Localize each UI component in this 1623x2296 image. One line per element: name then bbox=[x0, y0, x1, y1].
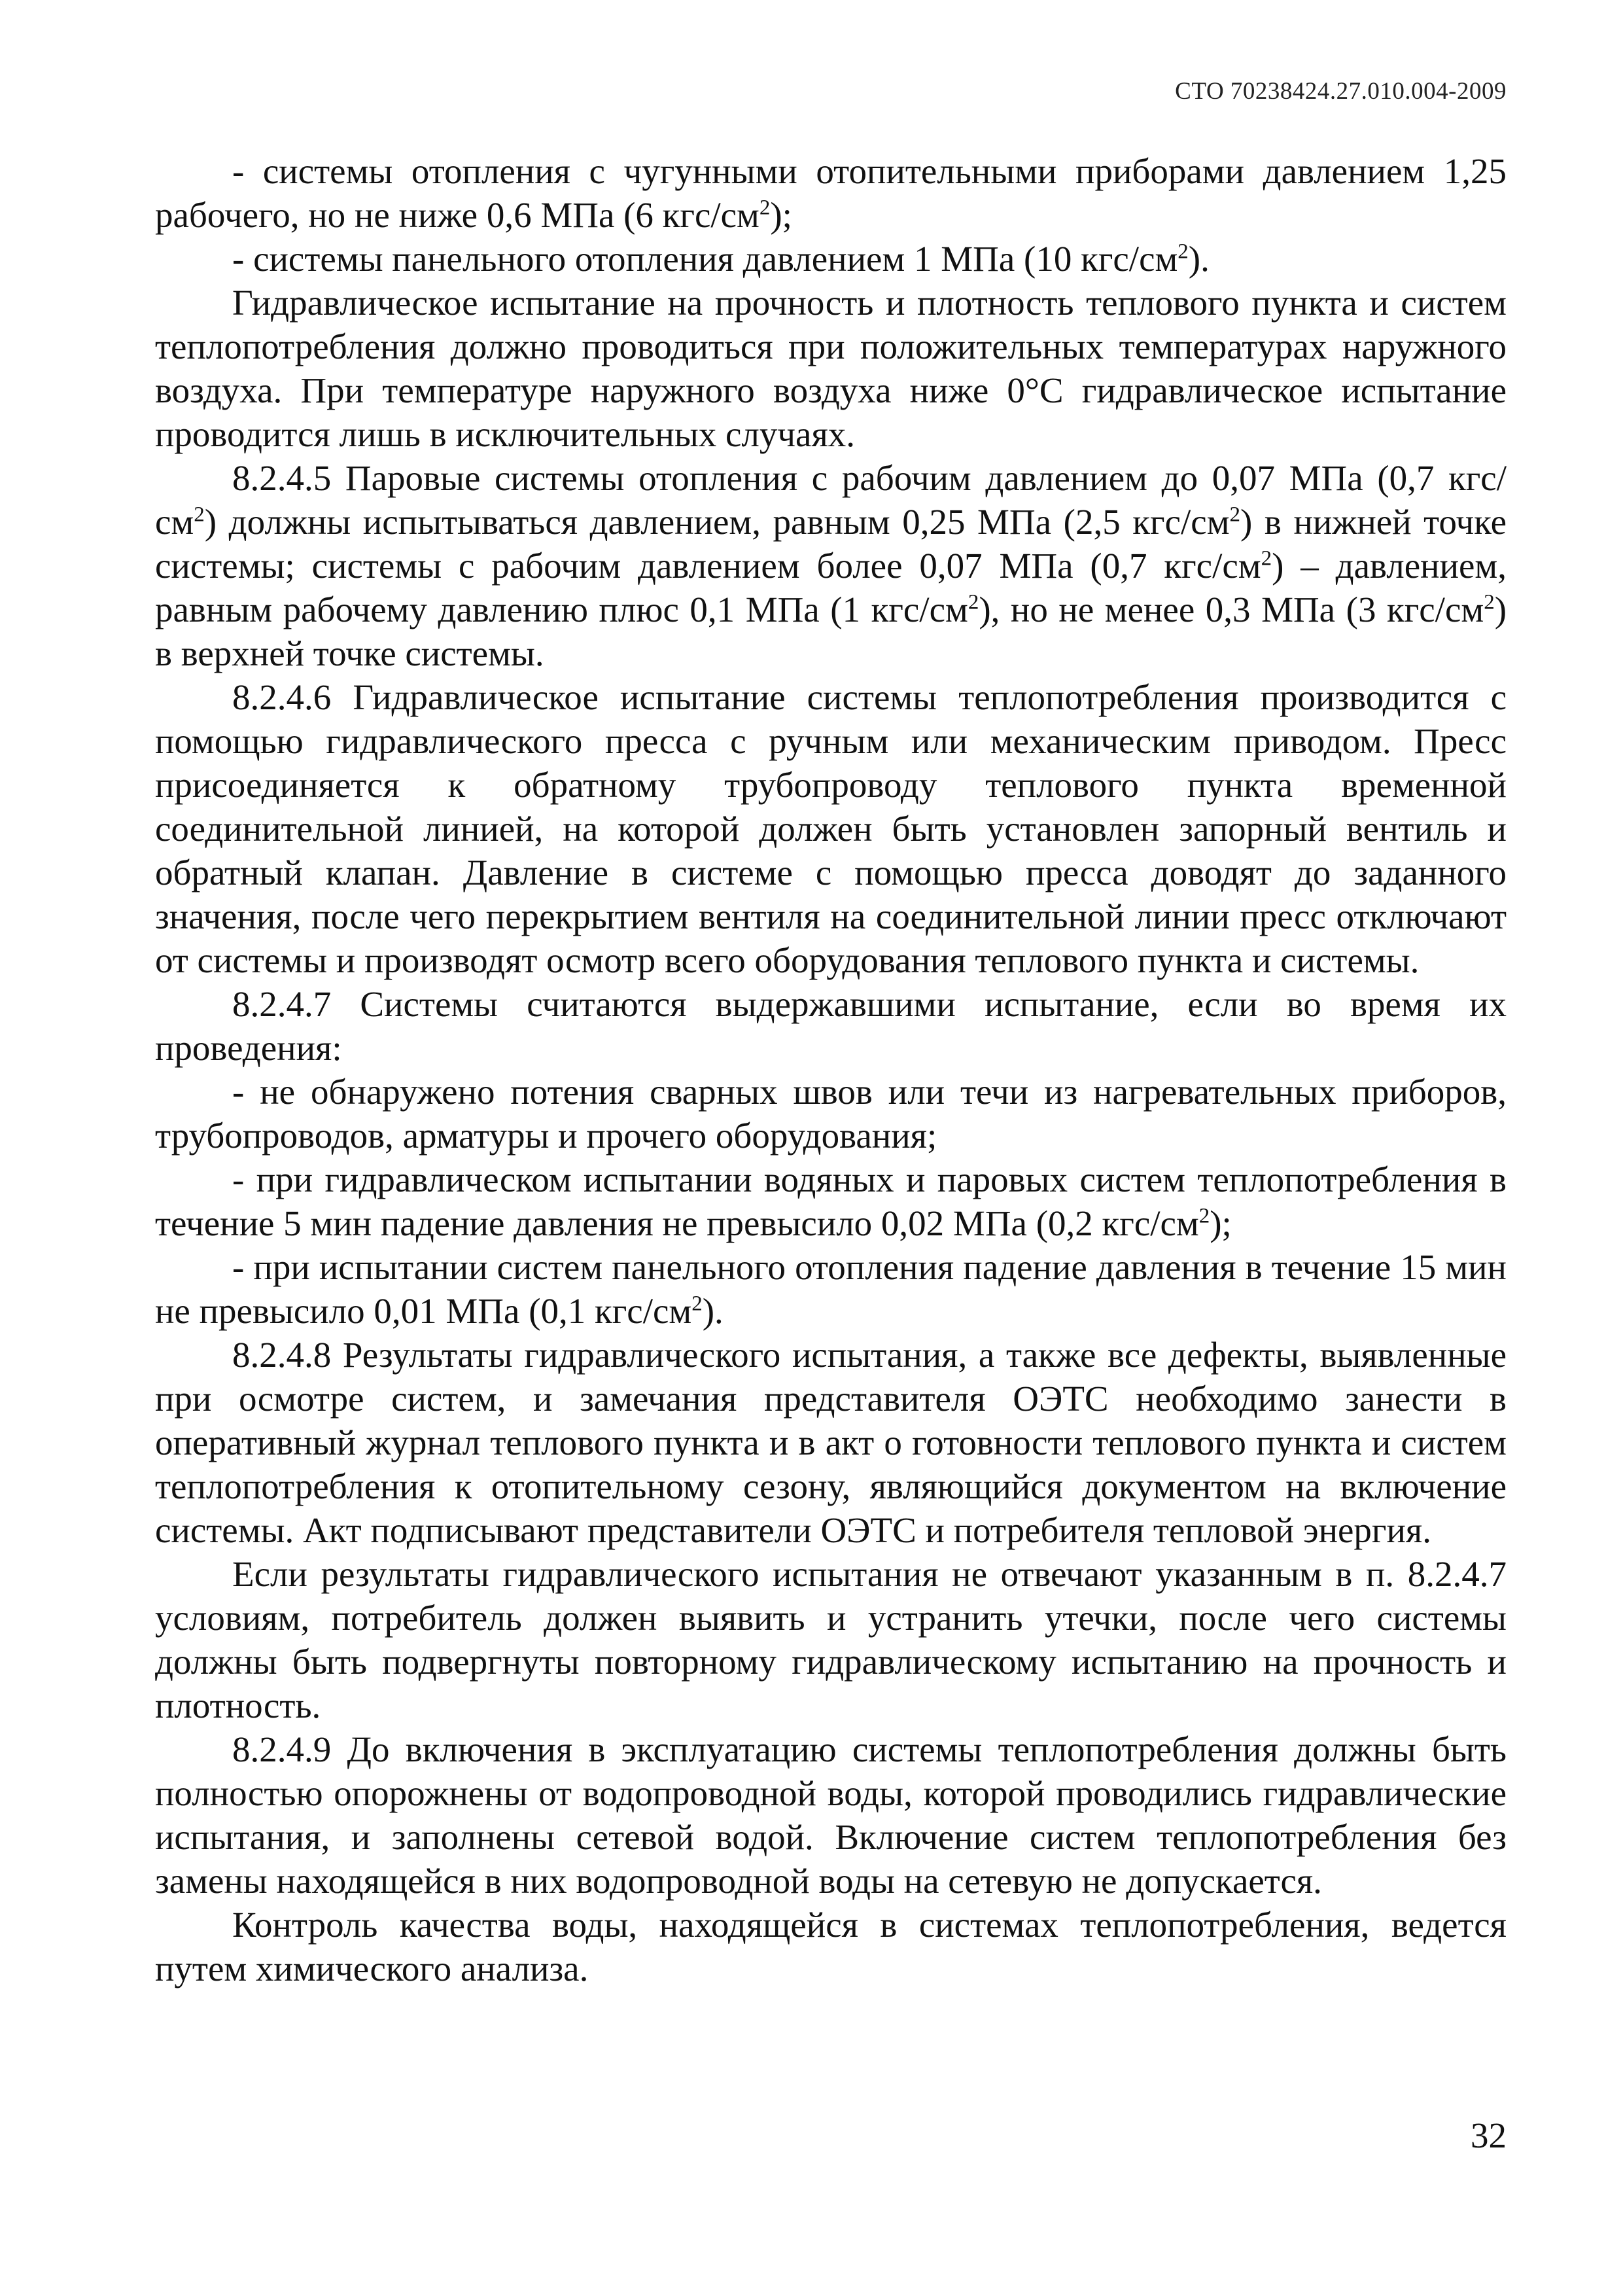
paragraph-8-2-4-5: 8.2.4.5 Паровые системы отопления с рабочим давлением до 0,07 МПа (0,7 кгс/$см^2$) должны испытываться давлением, равным 0,25 МПа (2,5 кгс/$см^2$) в нижней точке системы; системы с рабочим давлением более 0,07 МПа (0,7 кгс/$см^2$) – давлением, равным рабочему давлению плюс 0,1 МПа (1 кгс/$см^2$), но не менее 0,3 МПа (3 кгс/$см^2$) в верхней точке системы. bbox=[155, 458, 1507, 673]
paragraph-failed-test-actions: Если результаты гидравлического испытания не отвечают указанным в п. 8.2.4.7 условиям, потребитель должен выявить и устранить утечки, после чего системы должны быть подвергнуты повторному гидравлическому испытанию на прочность и плотность. bbox=[155, 1554, 1507, 1725]
paragraph-8-2-4-6: 8.2.4.6 Гидравлическое испытание системы теплопотребления производится с помощью гидравлического пресса с ручным или механическим приводом. Пресс присоединяется к обратному трубопроводу теплового пункта временной соединительной линией, на которой должен быть установлен запорный вентиль и обратный клапан. Давление в системе с помощью пресса доводят до заданного значения, после чего перекрытием вентиля на соединительной линии пресс отключают от системы и производят осмотр всего оборудования теплового пункта и системы. bbox=[155, 677, 1507, 980]
paragraph-water-quality-control: Контроль качества воды, находящейся в системах теплопотребления, ведется путем химического анализа. bbox=[155, 1905, 1507, 1988]
document-code-header: СТО 70238424.27.010.004-2009 bbox=[1175, 78, 1507, 105]
list-item-panel-pressure-drop: - при испытании систем панельного отопления падение давления в течение 15 мин не превысило 0,01 МПа (0,1 кгс/$см^2$). bbox=[155, 1247, 1507, 1331]
paragraph-8-2-4-7: 8.2.4.7 Системы считаются выдержавшими испытание, если во время их проведения: bbox=[155, 984, 1507, 1068]
paragraph-8-2-4-9: 8.2.4.9 До включения в эксплуатацию системы теплопотребления должны быть полностью опорожнены от водопроводной воды, которой проводились гидравлические испытания, и заполнены сетевой водой. Включение систем теплопотребления без замены находящейся в них водопроводной воды на сетевую не допускается. bbox=[155, 1729, 1507, 1901]
document-body bbox=[155, 149, 1507, 1990]
paragraph-panel-heating: - системы панельного отопления давлением 1 МПа (10 кгс/$см^2$). bbox=[232, 239, 1210, 279]
page-number: 32 bbox=[1471, 2115, 1507, 2155]
paragraph-cast-iron-heating: - системы отопления с чугунными отопительными приборами давлением 1,25 рабочего, но не ниже 0,6 МПа (6 кгс/$см^2$); bbox=[155, 151, 1507, 235]
list-item-water-steam-pressure-drop: - при гидравлическом испытании водяных и паровых систем теплопотребления в течение 5 мин падение давления не превысило 0,02 МПа (0,2 кгс/$см^2$); bbox=[155, 1159, 1507, 1243]
list-item-no-leaks: - не обнаружено потения сварных швов или течи из нагревательных приборов, трубопроводов, арматуры и прочего оборудования; bbox=[155, 1072, 1507, 1156]
paragraph-8-2-4-8: 8.2.4.8 Результаты гидравлического испытания, а также все дефекты, выявленные при осмотре систем, и замечания представителя ОЭТС необходимо занести в оперативный журнал теплового пункта и в акт о готовности теплового пункта и систем теплопотребления к отопительному сезону, являющийся документом на включение системы. Акт подписывают представители ОЭТС и потребителя тепловой энергия. bbox=[155, 1335, 1507, 1550]
paragraph-hydraulic-test-conditions: Гидравлическое испытание на прочность и плотность теплового пункта и систем теплопотребления должно проводиться при положительных температурах наружного воздуха. При температуре наружного воздуха ниже 0°С гидравлическое испытание проводится лишь в исключительных случаях. bbox=[155, 283, 1507, 454]
